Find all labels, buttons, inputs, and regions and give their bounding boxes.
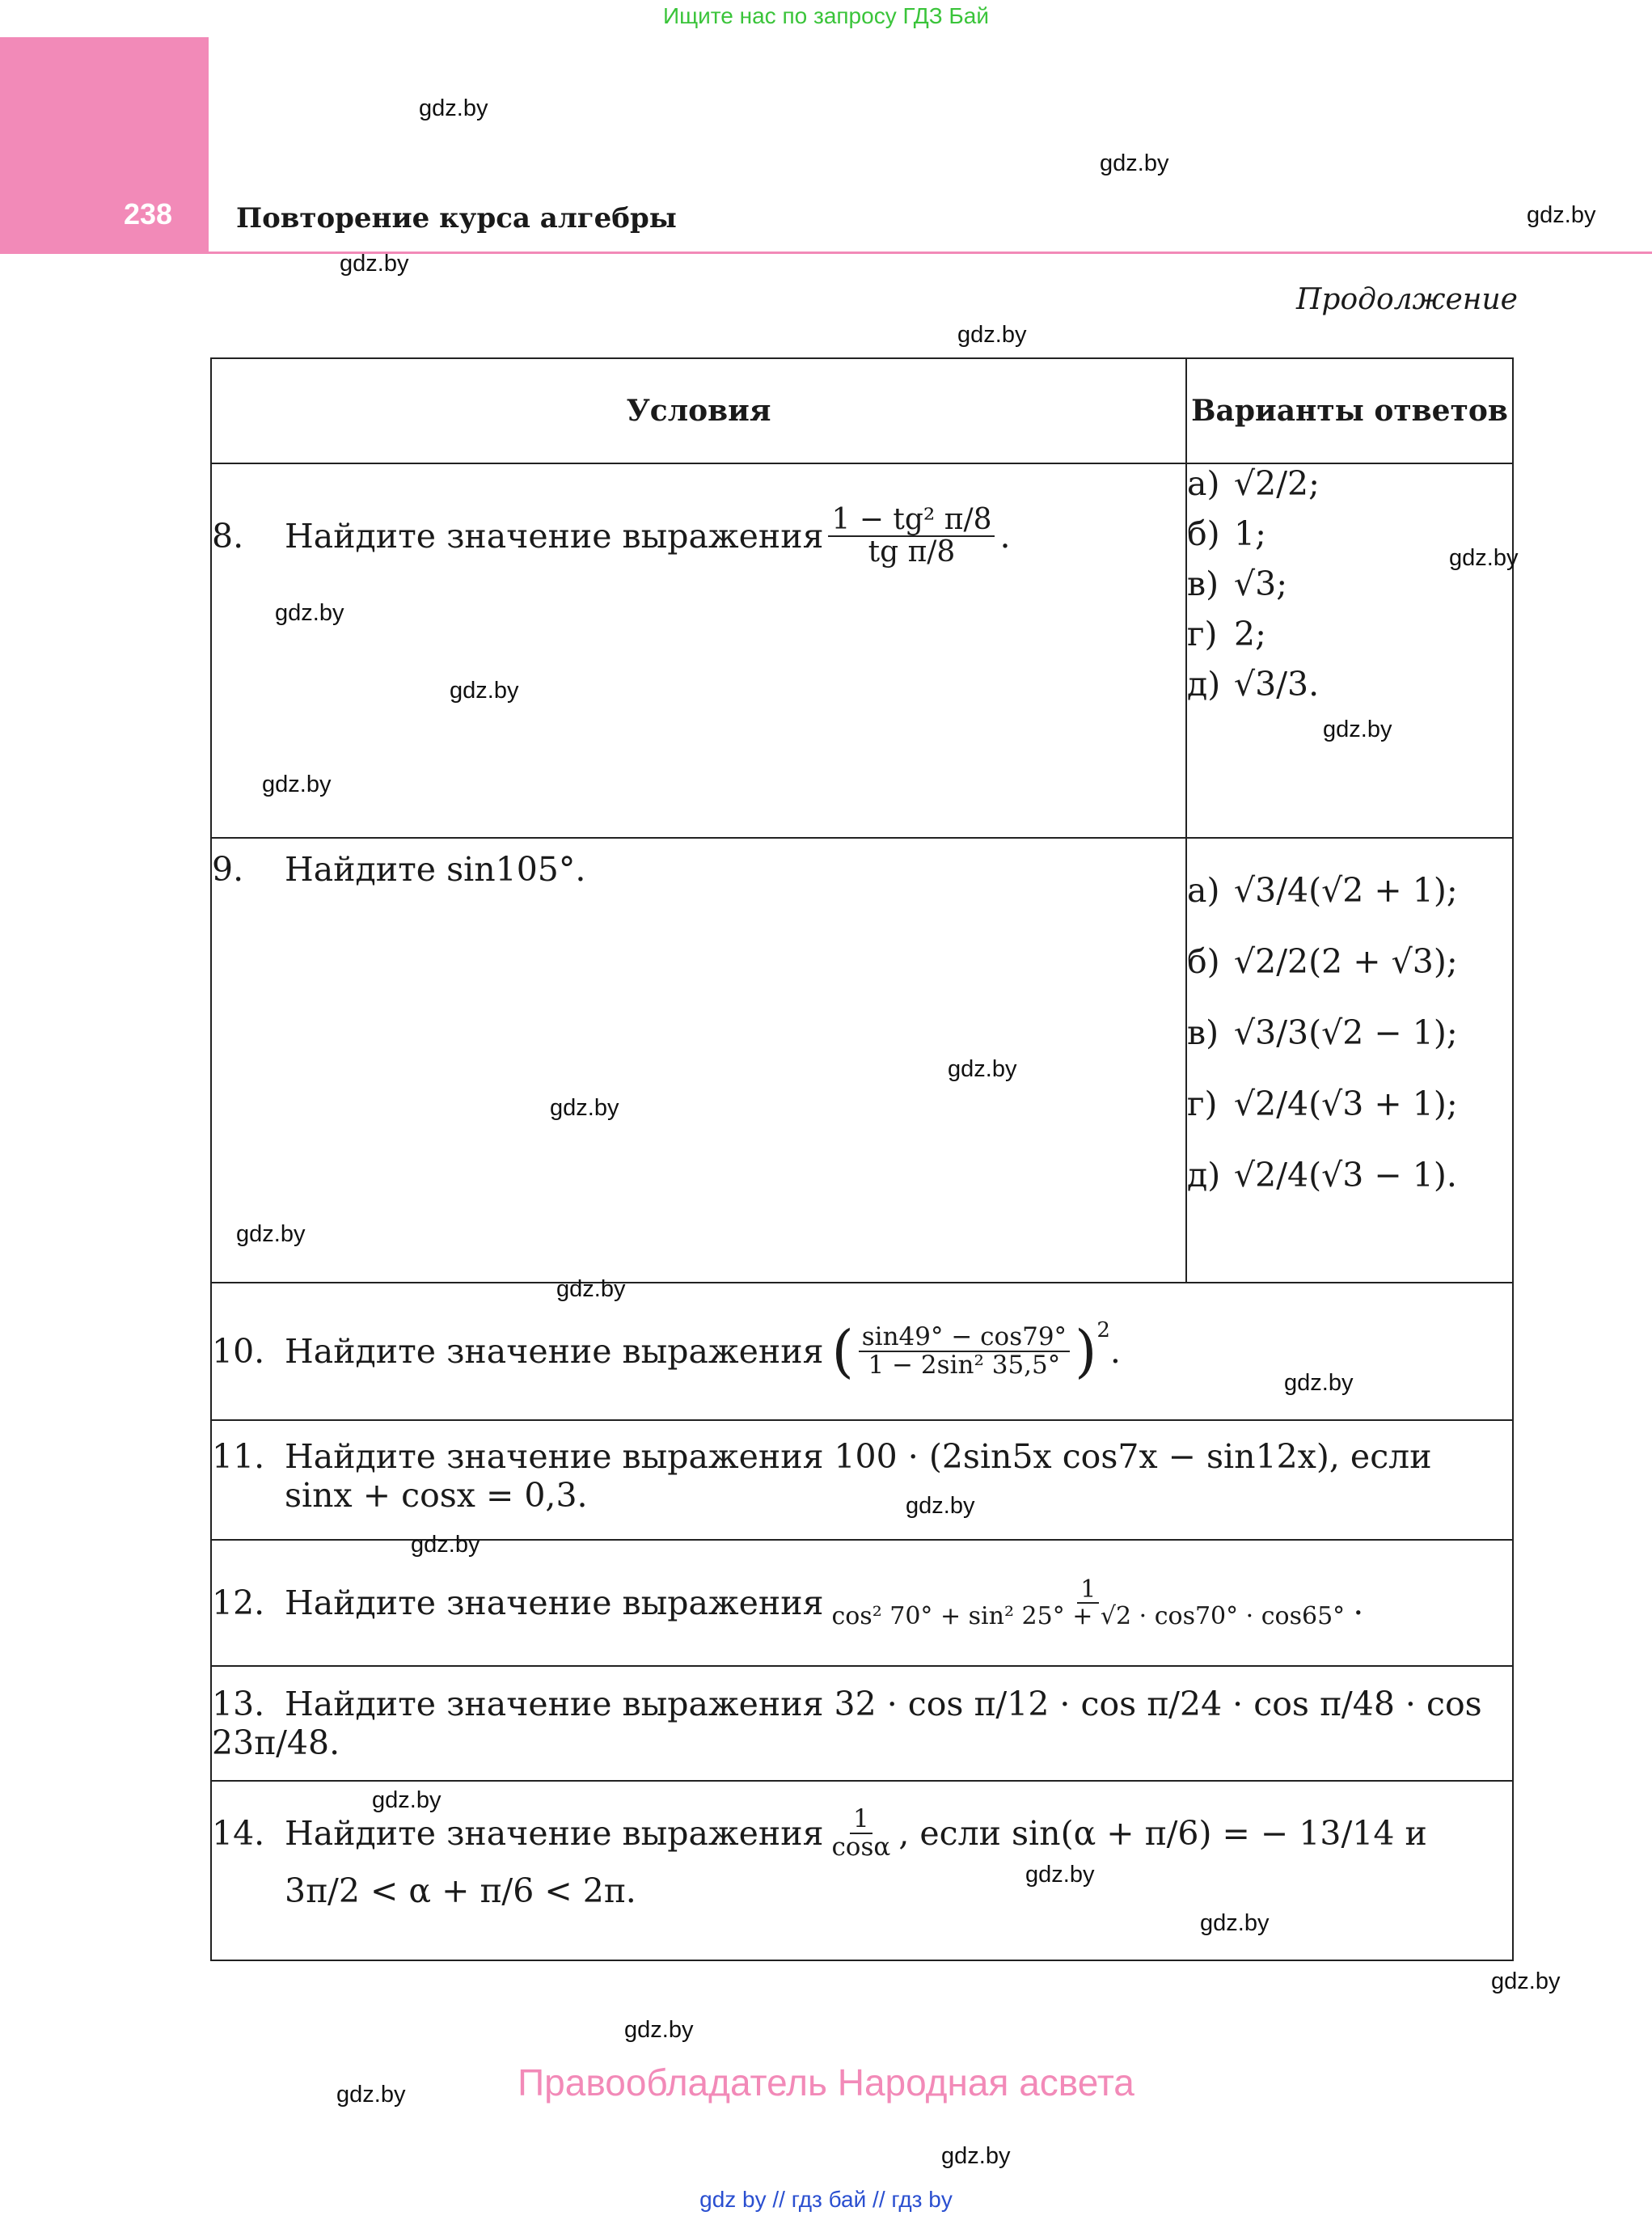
task-row-13 — [211, 1666, 1513, 1781]
fraction: $\frac{\text{1 − tg² π/8}}{\text{tg π/8}}$ — [828, 505, 995, 568]
watermark-text: gdz.by — [948, 1056, 1017, 1082]
watermark-text: gdz.by — [550, 1095, 619, 1121]
answer-option: а) √2/2; — [1187, 464, 1320, 503]
expression: 32 · cos π/12 · cos π/24 · cos π/48 · cos 23π/48. — [212, 1685, 1482, 1762]
header-rule — [209, 252, 1652, 254]
watermark-text: gdz.by — [411, 1532, 480, 1558]
footer-links[interactable]: gdz by // гдз бай // гдз by — [699, 2187, 953, 2212]
task-text: Найдите sin105°. — [285, 850, 586, 889]
task-number: 11. — [212, 1437, 265, 1476]
task-text: Найдите значение выражения — [285, 516, 824, 556]
task-text: Найдите значение выражения — [285, 1332, 824, 1371]
task-text: Найдите значение выражения — [285, 1583, 824, 1622]
answer-list — [1186, 463, 1513, 838]
answer-option: г) 2; — [1187, 615, 1266, 653]
watermark-text: gdz.by — [419, 95, 488, 121]
watermark-text: gdz.by — [624, 2017, 694, 2043]
task-row-10: 10. Найдите значение выражения ( $\frac{\sin 49^\circ - \cos 79^\circ}{\text{1 − 2sin² 35,5°}}$ ) $^2$ . — [211, 1283, 1513, 1420]
watermark-text: gdz.by — [275, 600, 344, 626]
continued-label: Продолжение — [1296, 283, 1518, 316]
task-text: Найдите значение выражения — [285, 1685, 824, 1723]
watermark-text: gdz.by — [1284, 1370, 1354, 1396]
answer-option: д) √2/4(√3 − 1). — [1187, 1156, 1457, 1194]
watermark-text: gdz.by — [1527, 202, 1596, 228]
page-number: 238 — [123, 197, 173, 230]
watermark-text: gdz.by — [236, 1221, 306, 1247]
watermark-text: gdz.by — [450, 678, 519, 704]
watermark-text: gdz.by — [372, 1787, 442, 1813]
section-title: Повторение курса алгебры — [236, 202, 677, 235]
task-text-line2: sinx + cosx = 0,3. — [285, 1476, 588, 1515]
top-banner[interactable]: Ищите нас по запросу ГДЗ Бай — [662, 3, 990, 28]
task-number: 12. — [212, 1583, 265, 1622]
fraction: $\frac{\sin 49^\circ - \cos 79^\circ}{\text{1 − 2sin² 35,5°}}$ — [859, 1324, 1070, 1378]
answer-option: в) √3; — [1187, 564, 1288, 603]
col-header-conditions: Условия — [211, 358, 1186, 463]
watermark-text: gdz.by — [1491, 1968, 1561, 1994]
watermark-text: gdz.by — [262, 772, 332, 797]
watermark-text: gdz.by — [957, 322, 1027, 348]
task-number: 9. — [212, 850, 244, 889]
task-text: Найдите значение выражения — [285, 1813, 824, 1853]
task-number: 8. — [212, 516, 244, 556]
task-number: 13. — [212, 1685, 265, 1723]
task-row-12: 12. Найдите значение выражения $\frac{1}{\text{cos² 70° + sin² 25° + √2 · cos70° · cos65°}}$ . — [211, 1540, 1513, 1666]
watermark-text: gdz.by — [1323, 717, 1392, 742]
task-row-9 — [211, 838, 1513, 1283]
watermark-text: gdz.by — [906, 1493, 975, 1519]
task-row-11 — [211, 1420, 1513, 1540]
col-header-answers: Варианты ответов — [1186, 358, 1513, 463]
answer-list — [1186, 838, 1513, 1283]
watermark-text: gdz.by — [336, 2082, 406, 2108]
copyright-footer: Правообладатель Народная асвета — [518, 2061, 1134, 2103]
answer-option: г) √2/4(√3 + 1); — [1187, 1085, 1458, 1123]
fraction: $\frac{1}{\text{cos² 70° + sin² 25° + √2 · cos70° · cos65°}}$ — [831, 1575, 1346, 1630]
task-number: 10. — [212, 1332, 265, 1371]
fraction: $\frac{1}{\cos\alpha}$ — [831, 1804, 891, 1862]
task-row-8: 8. Найдите значение выражения $\frac{\text{1 − tg² π/8}}{\text{tg π/8}}$ . а) √2/2; б) 1; в) √3; г) 2; д) √3/3. — [211, 463, 1513, 838]
watermark-text: gdz.by — [941, 2143, 1011, 2169]
watermark-text: gdz.by — [340, 251, 409, 277]
task-condition: , если sin(α + π/6) = − 13/14 и — [898, 1813, 1427, 1853]
task-text-line2: 3π/2 < α + π/6 < 2π. — [285, 1871, 636, 1911]
task-text: Найдите значение выражения 100 · (2sin5x cos7x − sin12x), если — [285, 1437, 1432, 1476]
watermark-text: gdz.by — [1200, 1910, 1270, 1936]
answer-option: б) √2/2(2 + √3); — [1187, 942, 1458, 981]
answer-option: д) √3/3. — [1187, 665, 1320, 704]
answer-option: б) 1; — [1187, 514, 1266, 553]
watermark-text: gdz.by — [1100, 150, 1169, 176]
task-number: 14. — [212, 1813, 265, 1853]
watermark-text: gdz.by — [1449, 545, 1519, 571]
tasks-table — [210, 357, 1514, 1961]
watermark-text: gdz.by — [1025, 1862, 1095, 1888]
answer-option: а) √3/4(√2 + 1); — [1187, 871, 1458, 910]
answer-option: в) √3/3(√2 − 1); — [1187, 1013, 1458, 1052]
watermark-text: gdz.by — [556, 1276, 626, 1302]
